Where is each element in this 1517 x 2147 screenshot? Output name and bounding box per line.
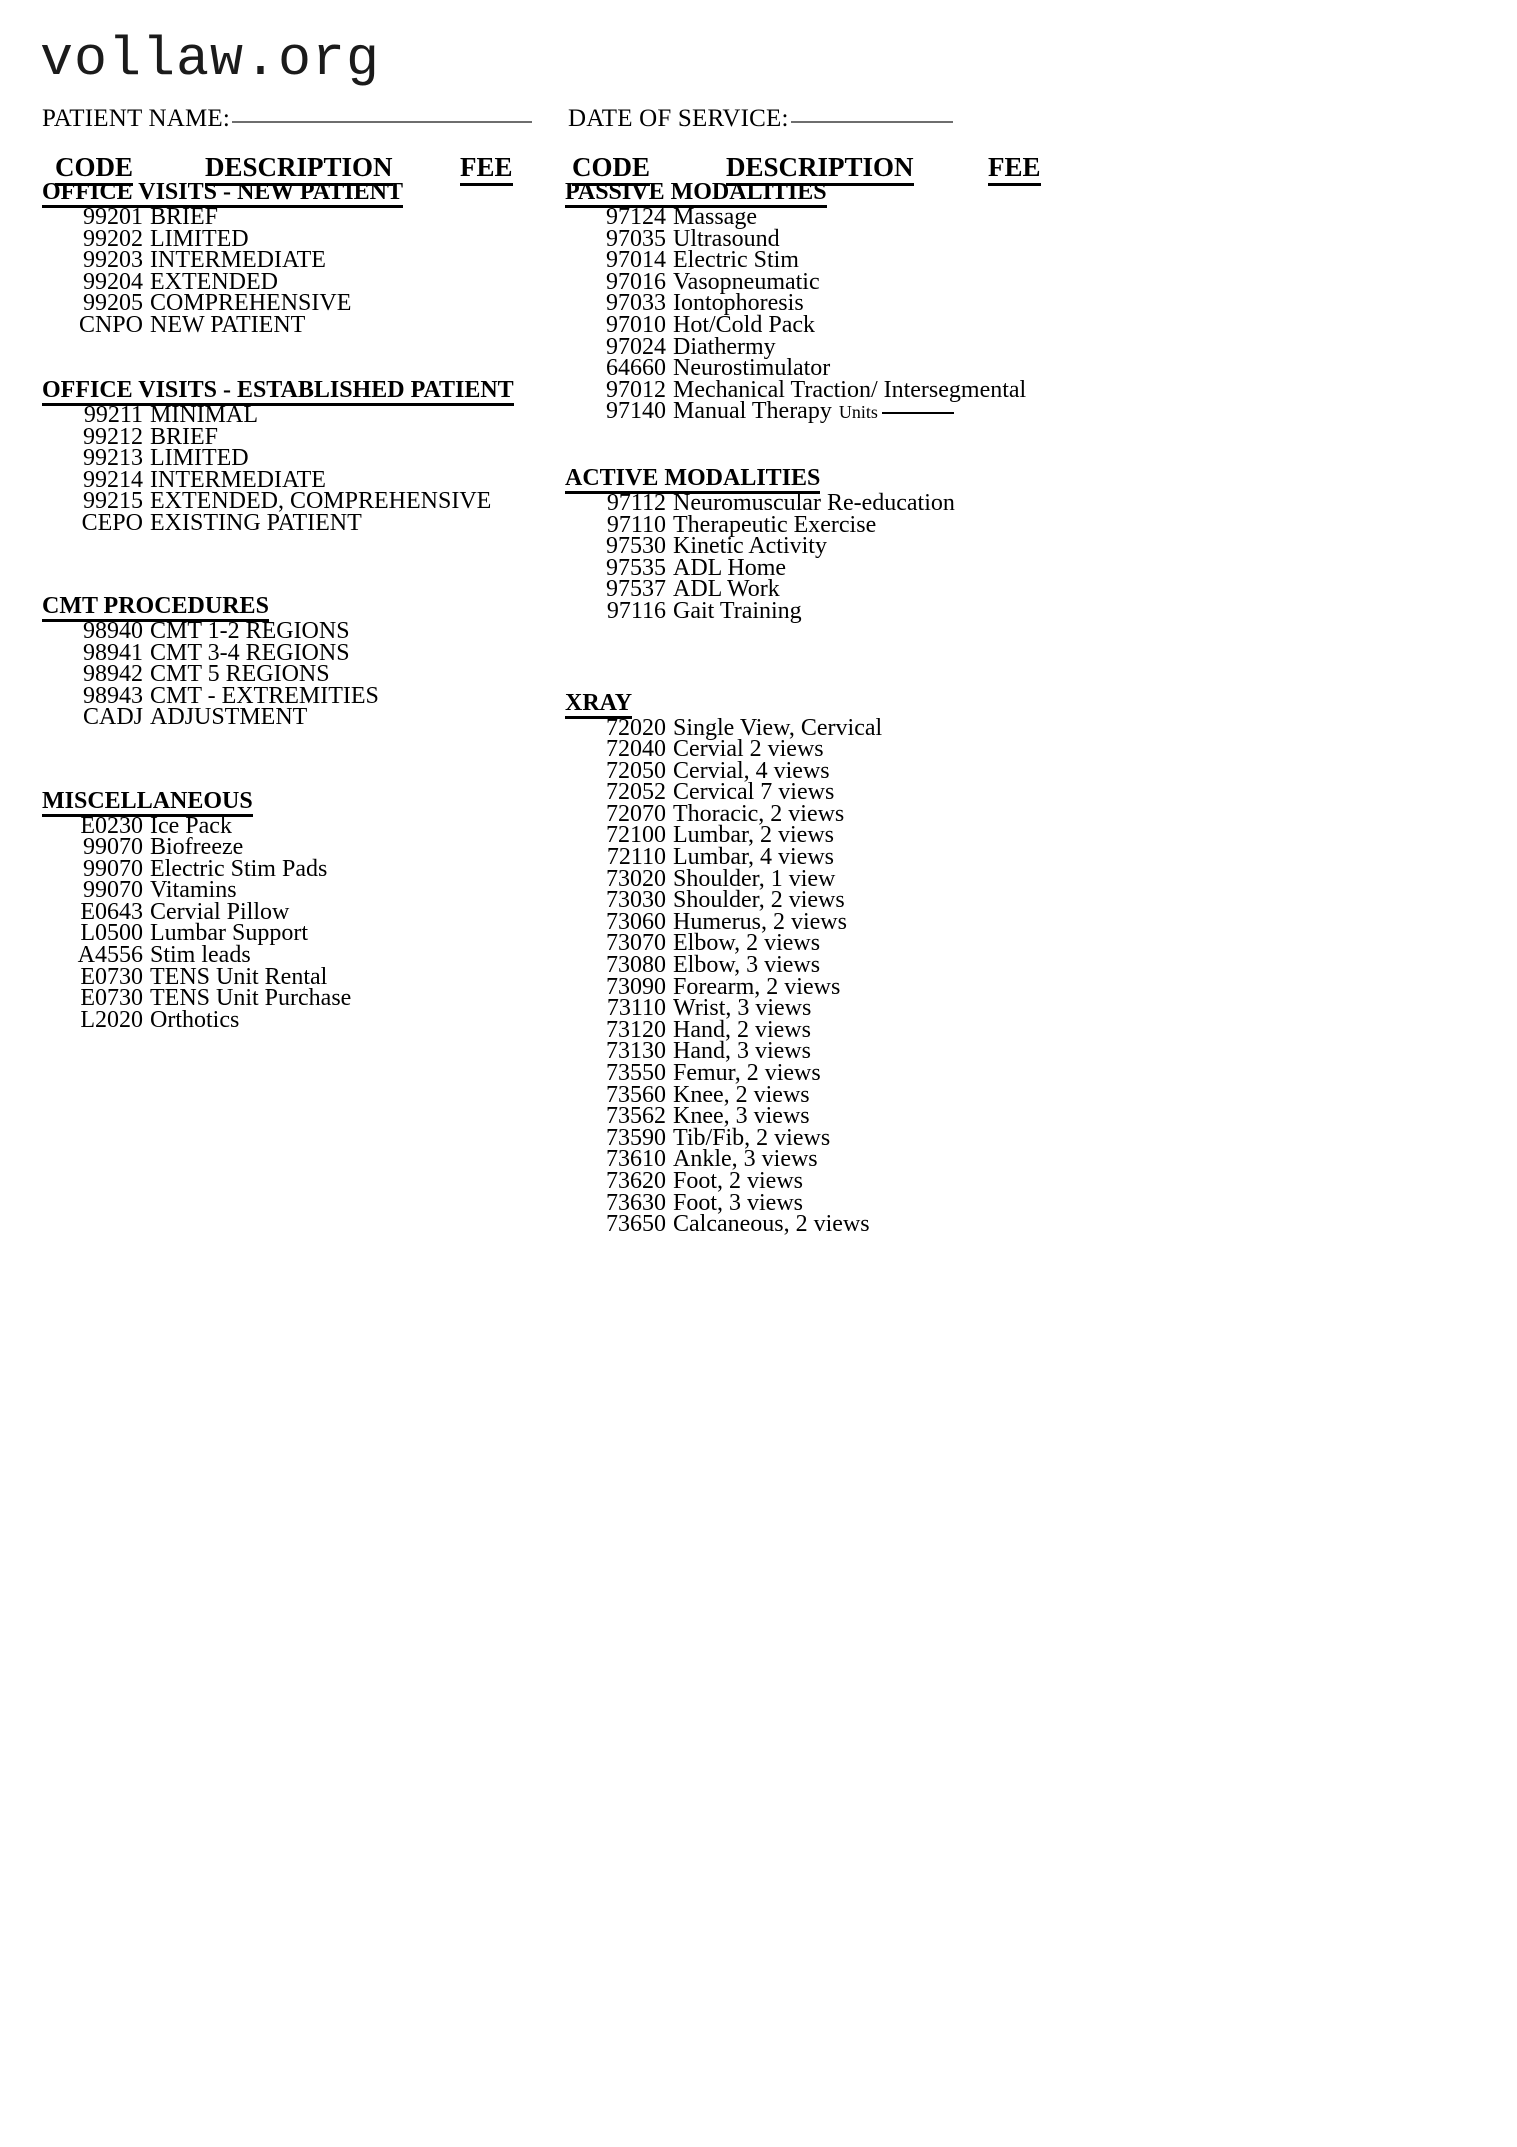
- code-row[interactable]: [565, 597, 1125, 624]
- code-cell: 97535: [606, 554, 666, 581]
- code-cell: 97016: [606, 268, 666, 295]
- description-cell: Tib/Fib, 2 views: [673, 1124, 831, 1151]
- description-cell: ADL Home: [673, 554, 787, 581]
- code-cell: L0500: [80, 920, 143, 947]
- description-cell: Diathermy: [673, 333, 776, 360]
- description-cell: Vitamins: [150, 877, 237, 904]
- code-cell: 99214: [83, 466, 143, 493]
- description-cell: Hand, 2 views: [673, 1016, 811, 1043]
- code-cell: 99213: [83, 445, 143, 471]
- description-cell: Lumbar, 4 views: [673, 844, 835, 871]
- patient-name-label: PATIENT NAME:: [42, 105, 231, 132]
- description-cell: Therapeutic Exercise: [673, 511, 877, 538]
- description-cell: Cervial 2 views: [673, 736, 824, 763]
- section: [565, 689, 1125, 1236]
- code-cell: CNPO: [78, 311, 143, 338]
- right-fee-header: FEE: [988, 152, 1041, 183]
- code-cell: 99215: [83, 488, 143, 514]
- section-title: OFFICE VISITS - ESTABLISHED PATIENT: [42, 376, 602, 404]
- description-cell: INTERMEDIATE: [150, 466, 326, 493]
- section-title: XRAY: [565, 689, 1125, 717]
- code-cell: 73080: [606, 952, 666, 979]
- units-input-line[interactable]: [882, 412, 954, 414]
- date-of-service-input-line[interactable]: [791, 121, 953, 123]
- description-cell: Humerus, 2 views: [673, 908, 847, 935]
- description-cell: CMT 1-2 REGIONS: [150, 618, 350, 644]
- code-cell: 97014: [606, 247, 666, 274]
- section-spacer: [42, 336, 602, 376]
- code-list: [565, 204, 1125, 425]
- code-cell: E0643: [80, 898, 143, 925]
- code-cell: 97033: [606, 290, 666, 317]
- description-cell: Ice Pack: [150, 812, 232, 839]
- code-cell: 99203: [83, 247, 143, 273]
- code-list: [42, 402, 602, 536]
- code-cell: 72070: [606, 800, 666, 827]
- description-cell: CMT 5 REGIONS: [150, 661, 330, 687]
- site-logo: vollaw.org: [40, 28, 381, 91]
- section-title: CMT PROCEDURES: [42, 592, 602, 620]
- code-list: [565, 489, 1125, 624]
- code-cell: 64660: [606, 355, 666, 382]
- right-description-header: DESCRIPTION: [726, 152, 914, 183]
- code-list: [42, 812, 602, 1033]
- description-cell: LIMITED: [150, 225, 249, 252]
- code-cell: 97024: [606, 333, 666, 360]
- code-row[interactable]: [42, 311, 602, 338]
- code-cell: 73560: [606, 1081, 666, 1108]
- code-cell: L2020: [80, 1006, 143, 1033]
- description-cell: COMPREHENSIVE: [150, 290, 352, 316]
- code-cell: A4556: [77, 942, 143, 969]
- section: [565, 178, 1125, 424]
- description-cell: LIMITED: [150, 445, 249, 471]
- code-row[interactable]: [42, 509, 602, 536]
- right-column: [565, 178, 1125, 1236]
- code-row[interactable]: [42, 704, 602, 730]
- description-cell: Single View, Cervical: [673, 714, 883, 741]
- code-cell: 99202: [83, 225, 143, 252]
- description-cell: EXTENDED, COMPREHENSIVE: [150, 488, 492, 514]
- code-cell: 99204: [83, 268, 143, 295]
- description-cell: Lumbar, 2 views: [673, 822, 835, 849]
- description-cell: Cervial Pillow: [150, 898, 290, 925]
- section: [42, 592, 602, 729]
- code-cell: CEPO: [81, 509, 143, 536]
- code-cell: 73130: [606, 1038, 666, 1065]
- section-title: ACTIVE MODALITIES: [565, 464, 1125, 492]
- description-cell: Mechanical Traction/ Intersegmental: [673, 376, 1027, 403]
- left-description-header: DESCRIPTION: [205, 152, 393, 183]
- code-cell: 72040: [606, 736, 666, 763]
- units-label: Units: [838, 402, 878, 423]
- description-cell: Neuromuscular Re-education: [673, 489, 955, 516]
- description-cell: Vasopneumatic: [673, 268, 820, 295]
- code-cell: 73110: [606, 995, 666, 1022]
- description-cell: Electric Stim: [673, 247, 799, 274]
- description-cell: Elbow, 2 views: [673, 930, 821, 957]
- code-cell: 99070: [83, 877, 143, 904]
- left-code-header: CODE: [55, 152, 133, 183]
- description-cell: CMT 3-4 REGIONS: [150, 639, 350, 666]
- code-cell: 97110: [606, 511, 666, 538]
- code-cell: 73650: [606, 1211, 666, 1238]
- section-spacer: [42, 534, 602, 592]
- description-cell: Forearm, 2 views: [673, 973, 841, 1000]
- section-title: MISCELLANEOUS: [42, 787, 602, 815]
- description-cell: Cervical 7 views: [673, 779, 835, 806]
- section-spacer: [565, 424, 1125, 464]
- code-cell: 73590: [606, 1124, 666, 1151]
- description-cell: Biofreeze: [150, 834, 244, 861]
- code-cell: E0230: [80, 812, 143, 839]
- description-cell: Massage: [673, 204, 757, 230]
- code-cell: 99211: [83, 402, 143, 428]
- code-cell: 98943: [83, 682, 143, 709]
- code-cell: 73060: [606, 908, 666, 935]
- code-cell: 98940: [83, 618, 143, 644]
- description-cell: Hand, 3 views: [673, 1038, 811, 1065]
- code-cell: 97140: [606, 398, 666, 425]
- code-cell: 99201: [83, 204, 143, 230]
- description-cell: Calcaneous, 2 views: [673, 1211, 870, 1238]
- description-cell: EXTENDED: [150, 268, 278, 295]
- description-cell: Gait Training: [673, 597, 802, 624]
- description-cell: Kinetic Activity: [673, 533, 827, 560]
- code-cell: 73120: [606, 1016, 666, 1043]
- description-cell: MINIMAL: [150, 402, 258, 428]
- code-cell: 73070: [606, 930, 666, 957]
- code-list: [42, 618, 602, 730]
- description-cell: Shoulder, 2 views: [673, 887, 845, 914]
- description-cell: BRIEF: [150, 423, 219, 450]
- code-cell: 97124: [606, 204, 666, 230]
- code-cell: 72050: [606, 757, 666, 784]
- code-cell: 97035: [606, 225, 666, 252]
- section-spacer: [42, 729, 602, 787]
- description-cell: Ankle, 3 views: [673, 1146, 818, 1173]
- section-title: OFFICE VISITS - NEW PATIENT: [42, 178, 602, 206]
- description-cell: Stim leads: [150, 942, 251, 969]
- code-cell: 97010: [606, 311, 666, 338]
- description-cell: Femur, 2 views: [673, 1060, 821, 1086]
- code-cell: 98941: [83, 639, 143, 666]
- code-cell: 73562: [606, 1103, 666, 1130]
- description-cell: TENS Unit Rental: [150, 963, 328, 990]
- code-cell: E0730: [80, 985, 143, 1012]
- section-spacer: [565, 623, 1125, 689]
- left-column: [42, 178, 602, 1031]
- code-row[interactable]: [565, 398, 1125, 425]
- code-cell: 73630: [606, 1189, 666, 1216]
- code-cell: 72100: [606, 822, 666, 849]
- right-code-header: CODE: [572, 152, 650, 183]
- description-cell: EXISTING PATIENT: [150, 509, 362, 536]
- code-cell: 72110: [606, 844, 666, 871]
- code-row[interactable]: [42, 1006, 602, 1033]
- description-cell: Cervial, 4 views: [673, 757, 830, 784]
- code-cell: 97112: [606, 489, 666, 516]
- code-cell: 97116: [606, 597, 666, 624]
- code-cell: E0730: [80, 963, 143, 990]
- patient-name-field: [42, 105, 532, 133]
- code-cell: 72052: [606, 779, 666, 806]
- description-cell: Foot, 3 views: [673, 1189, 804, 1216]
- description-cell: CMT - EXTREMITIES: [150, 682, 379, 709]
- left-fee-header: FEE: [460, 152, 513, 183]
- section: [42, 376, 602, 534]
- code-cell: 73090: [606, 973, 666, 1000]
- description-cell: Manual Therapy Units: [673, 401, 1125, 424]
- description-cell: Foot, 2 views: [673, 1167, 804, 1194]
- code-cell: 73620: [606, 1167, 666, 1194]
- description-cell: Elbow, 3 views: [673, 952, 821, 979]
- description-cell: Hot/Cold Pack: [673, 311, 815, 338]
- code-cell: CADJ: [82, 704, 143, 730]
- description-cell: NEW PATIENT: [150, 311, 306, 338]
- code-cell: 97530: [606, 533, 666, 560]
- description-cell: Neurostimulator: [673, 355, 831, 382]
- description-cell: Iontophoresis: [673, 290, 804, 317]
- date-of-service-label: DATE OF SERVICE:: [568, 105, 789, 132]
- description-cell: INTERMEDIATE: [150, 247, 326, 273]
- description-cell: Thoracic, 2 views: [673, 800, 845, 827]
- code-cell: 73030: [606, 887, 666, 914]
- code-cell: 73550: [606, 1060, 666, 1086]
- code-cell: 98942: [83, 661, 143, 687]
- description-cell: BRIEF: [150, 204, 219, 230]
- code-list: [42, 204, 602, 338]
- section: [42, 787, 602, 1032]
- section-title: PASSIVE MODALITIES: [565, 178, 1125, 206]
- code-cell: 99212: [83, 423, 143, 450]
- description-cell: Orthotics: [150, 1006, 240, 1033]
- code-cell: 97537: [606, 576, 666, 603]
- code-cell: 97012: [606, 376, 666, 403]
- description-cell: Wrist, 3 views: [673, 995, 812, 1022]
- description-cell: Electric Stim Pads: [150, 855, 328, 882]
- section: [565, 464, 1125, 623]
- patient-name-input-line[interactable]: [232, 121, 532, 123]
- code-list: [565, 714, 1125, 1238]
- description-cell: Knee, 3 views: [673, 1103, 810, 1130]
- section: [42, 178, 602, 336]
- description-cell: Shoulder, 1 view: [673, 865, 836, 892]
- description-cell: Ultrasound: [673, 225, 780, 252]
- code-cell: 99070: [83, 855, 143, 882]
- code-cell: 72020: [606, 714, 666, 741]
- description-cell: ADJUSTMENT: [150, 704, 308, 730]
- code-cell: 73610: [606, 1146, 666, 1173]
- description-cell: Lumbar Support: [150, 920, 308, 947]
- code-cell: 99070: [83, 834, 143, 861]
- description-cell: ADL Work: [673, 576, 780, 603]
- code-cell: 99205: [83, 290, 143, 316]
- code-row[interactable]: [565, 1211, 1125, 1238]
- date-of-service-field: [568, 105, 953, 133]
- code-cell: 73020: [606, 865, 666, 892]
- description-cell: TENS Unit Purchase: [150, 985, 352, 1012]
- description-cell: Knee, 2 views: [673, 1081, 810, 1108]
